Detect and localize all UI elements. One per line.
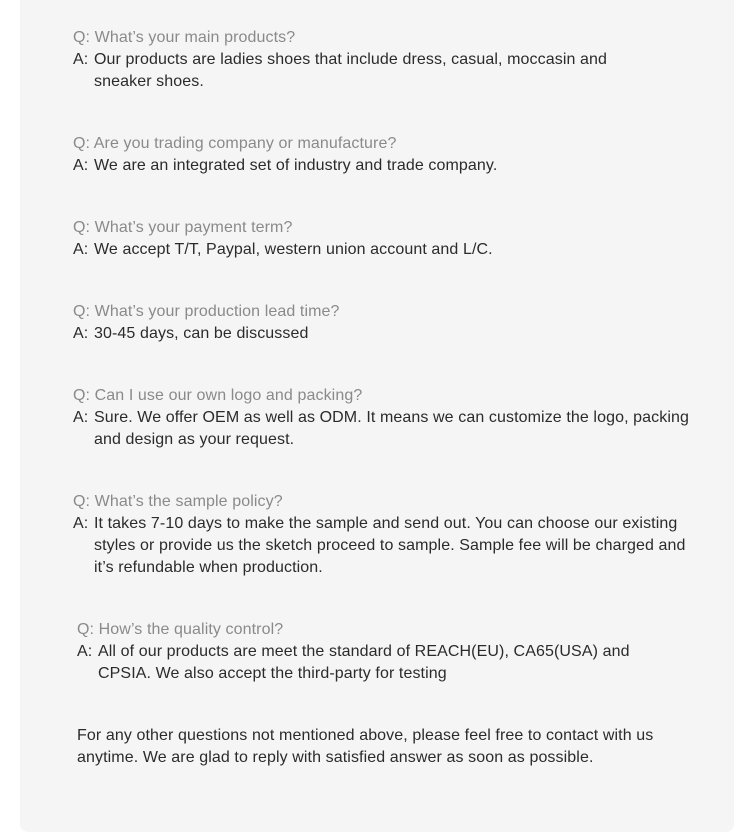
answer-text: Our products are ladies shoes that include dress, casual, moccasin and sneaker shoes. [94,51,608,90]
contact-note: For any other questions not mentioned above, please feel free to contact with us anytime. We are glad to reply with satisfied answer as soon as possible. [77,727,654,766]
faq-item-sample-policy [73,491,693,579]
faq-question: Q: What’s your main products? [73,29,296,46]
faq-item-payment-term [73,217,693,261]
answer-prefix: A: [73,325,89,342]
faq-answer [73,155,693,177]
faq-question: Q: Can I use our own logo and packing? [73,387,363,404]
faq-question: Q: What’s your payment term? [73,219,293,236]
answer-prefix: A: [73,51,89,68]
faq-answer [73,239,693,261]
answer-prefix: A: [73,241,89,258]
faq-answer [73,49,693,93]
answer-text: All of our products are meet the standard of REACH(EU), CA65(USA) and CPSIA. We also accept the third-party for testing [98,643,630,682]
answer-text: We are an integrated set of industry and trade company. [94,157,498,174]
faq-item-main-products [73,27,693,93]
answer-prefix: A: [73,515,89,532]
faq-question: Q: What’s the sample policy? [73,493,283,510]
faq-answer [73,323,693,345]
answer-text: Sure. We offer OEM as well as ODM. It means we can customize the logo, packing and design as your request. [94,409,690,448]
faq-answer [77,641,667,685]
faq-item-logo-packing [73,385,693,451]
faq-item-lead-time [73,301,693,345]
answer-prefix: A: [73,157,89,174]
faq-question: Q: What’s your production lead time? [73,303,340,320]
faq-question: Q: How’s the quality control? [77,621,284,638]
answer-text: It takes 7-10 days to make the sample and send out. You can choose our existing styles or provide us the sketch proceed to sample. Sample fee will be charged and it’s refundable when production. [94,515,686,576]
faq-question: Q: Are you trading company or manufacture? [73,135,397,152]
answer-prefix: A: [77,643,93,660]
faq-item-quality-control [77,619,667,685]
faq-item-trading-company [73,133,693,177]
faq-answer [73,407,693,451]
answer-prefix: A: [73,409,89,426]
answer-text: We accept T/T, Paypal, western union account and L/C. [94,241,493,258]
faq-answer [73,513,693,579]
answer-text: 30-45 days, can be discussed [94,325,309,342]
